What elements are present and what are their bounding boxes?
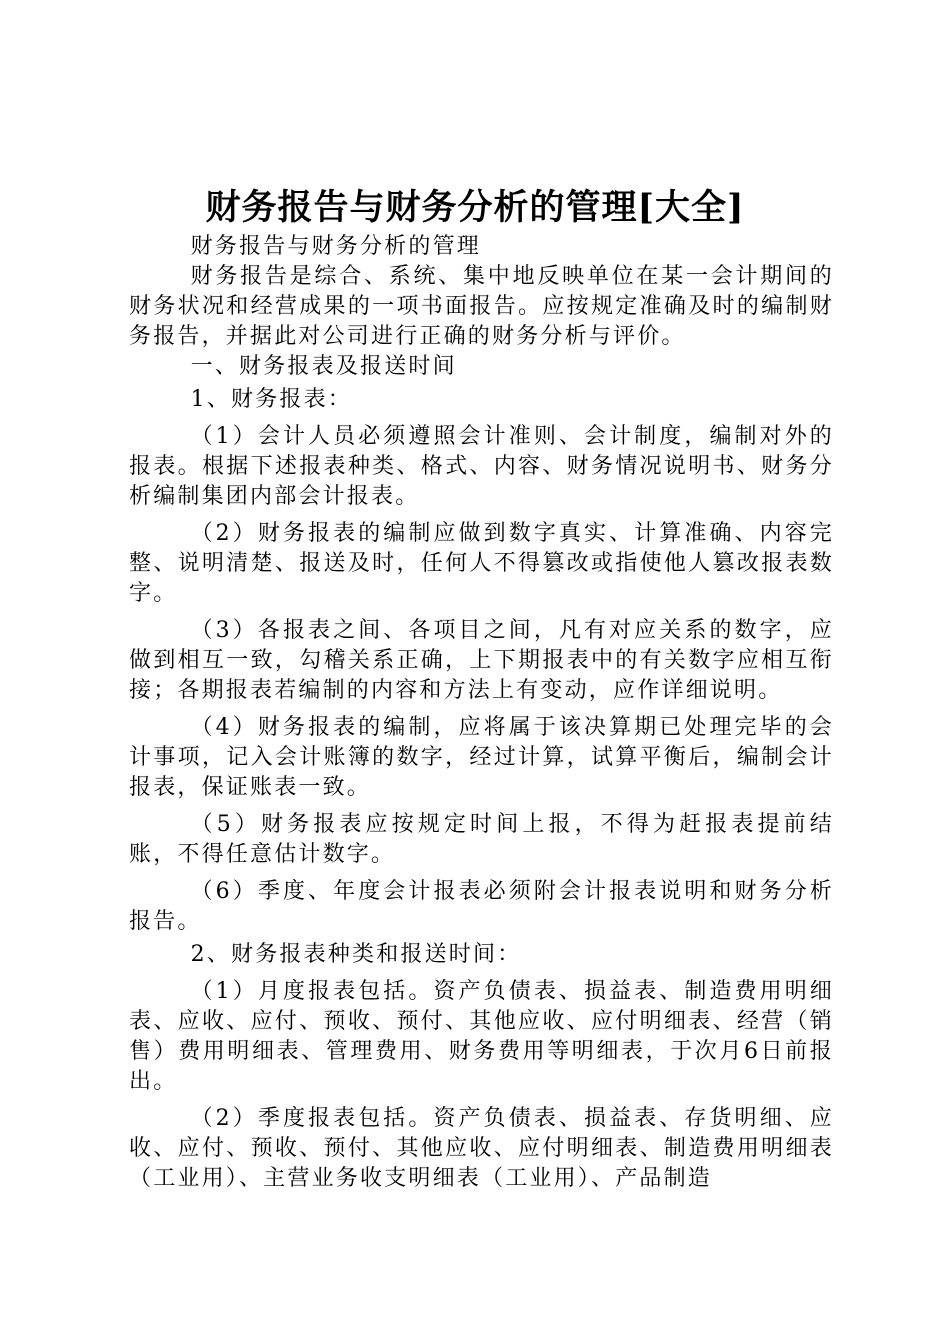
section-heading-1: 一、财务报表及报送时间 xyxy=(190,354,457,379)
paragraph-item-4: （4）财务报表的编制，应将属于该决算期已处理完毕的会计事项，记入会计账簿的数字，经过计算，试算平衡后，编制会计报表，保证账表一致。 xyxy=(129,715,834,800)
paragraph-item-1: （1）会计人员必须遵照会计准则、会计制度，编制对外的报表。根据下述报表种类、格式、内容、财务情况说明书、财务分析编制集团内部会计报表。 xyxy=(129,424,834,509)
subsection-heading-1: 1、财务报表： xyxy=(190,387,352,412)
paragraph-intro: 财务报告是综合、系统、集中地反映单位在某一会计期间的财务状况和经营成果的一项书面报告。应按规定准确及时的编制财务报告，并据此对公司进行正确的财务分析与评价。 xyxy=(129,264,834,349)
paragraph-monthly-reports: （1）月度报表包括。资产负债表、损益表、制造费用明细表、应收、应付、预收、预付、其他应收、应付明细表、经营（销售）费用明细表、管理费用、财务费用等明细表，于次月6日前报出。 xyxy=(129,979,834,1094)
document-body xyxy=(129,232,834,1194)
paragraph-item-2: （2）财务报表的编制应做到数字真实、计算准确、内容完整、说明清楚、报送及时，任何人不得篡改或指使他人篡改报表数字。 xyxy=(129,521,834,606)
subsection-heading-2: 2、财务报表种类和报送时间： xyxy=(190,942,522,967)
paragraph-subtitle: 财务报告与财务分析的管理 xyxy=(190,234,481,259)
paragraph-quarterly-reports: （2）季度报表包括。资产负债表、损益表、存货明细、应收、应付、预收、预付、其他应收、应付明细表、制造费用明细表（工业用）、主营业务收支明细表（工业用）、产品制造 xyxy=(129,1106,834,1191)
paragraph-item-6: （6）季度、年度会计报表必须附会计报表说明和财务分析报告。 xyxy=(129,879,834,934)
document-title: 财务报告与财务分析的管理[大全] xyxy=(205,187,745,228)
paragraph-item-5: （5）财务报表应按规定时间上报，不得为赶报表提前结账，不得任意估计数字。 xyxy=(129,812,834,867)
paragraph-item-3: （3）各报表之间、各项目之间，凡有对应关系的数字，应做到相互一致，勾稽关系正确，上下期报表中的有关数字应相互衔接；各期报表若编制的内容和方法上有变动，应作详细说明。 xyxy=(129,618,834,703)
